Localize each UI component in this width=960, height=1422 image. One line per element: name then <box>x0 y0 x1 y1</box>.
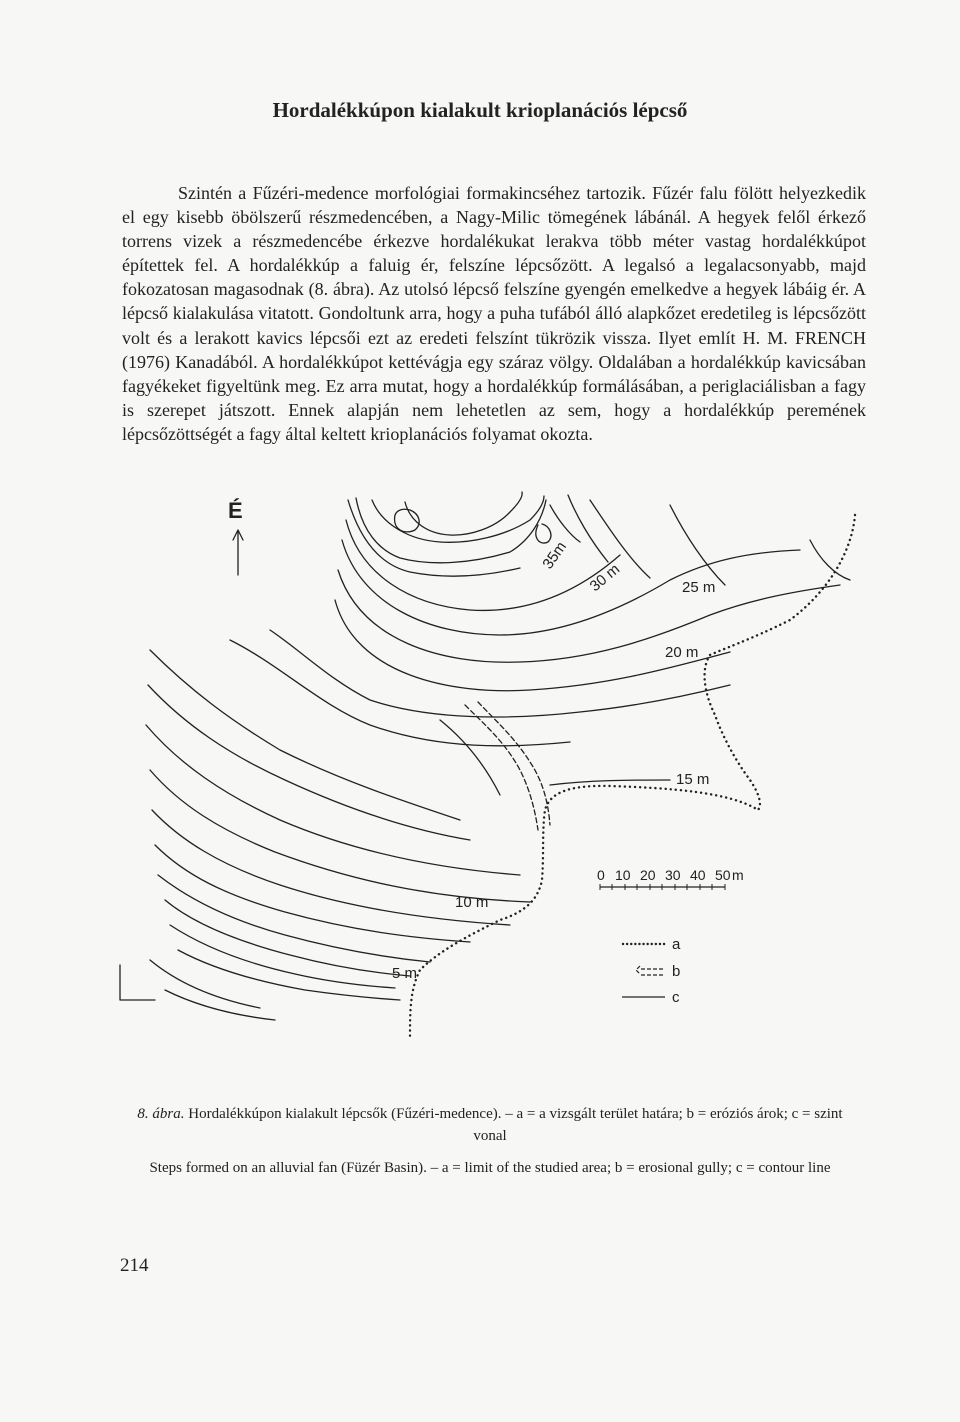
scale-tick-40: 40 <box>690 867 706 883</box>
figure-caption-hungarian <box>120 1103 860 1147</box>
body-text <box>122 181 866 446</box>
contour-label-25: 25 m <box>682 579 716 596</box>
contour-label-10: 10 m <box>455 894 489 911</box>
scale-tick-30: 30 <box>665 867 681 883</box>
frame-corner <box>120 965 155 1000</box>
figure-caption-label: 8. ábra. <box>137 1106 185 1122</box>
contour-30 <box>346 520 620 610</box>
scale-tick-20: 20 <box>640 867 656 883</box>
scale-bar <box>597 867 744 890</box>
contour-label-35: 35m <box>539 538 571 573</box>
contour-15 <box>550 780 670 785</box>
figure-caption-hungarian-text: Hordalékkúpon kialakult lépcsők (Fűzéri-medence). – a = a vizsgált terület határa; b = eróziós árok; c = szint vonal <box>188 1106 843 1144</box>
paragraph: Szintén a Fűzéri-medence morfológiai formakincséhez tartozik. Fűzér falu fölött helyezkedik el egy kisebb öbölszerű részmedencében, a Nagy-Milic tömegének lábánál. A hegyek felől érkező torrens vizek a részmedencébe érkezve hordalékukat lerakva több méter vastag hordalékkúpot építettek fel. A hordalékkúp a faluig ér, felszíne lépcsőzött. A legalsó a legalacsonyabb, majd fokozatosan magasodnak (8. ábra). Az utolsó lépcső felszíne gyengén emelkedve a hegyek lábáig ér. A lépcső kialakulása vitatott. Gondoltunk arra, hogy a puha tufából álló alapkőzet eredetileg is lépcsőzött volt és a lerakott kavics lépcsői ezt az eredeti felszínt tükrözik vissza. Ilyet említ H. M. FRENCH (1976) Kanadából. A hordalékkúpot kettévágja egy száraz völgy. Oldalában a hordalékkúp kavicsában fagyékeket figyeltünk meg. Ez arra mutat, hogy a hordalékkúp formálásában, a periglaciálisban a fagy is szerepet játszott. Ennek alapján nem lehetetlen az sem, hogy a hordalékkúp peremének lépcsőzöttségét a fagy által keltett krioplanációs folyamat okozta. <box>122 183 866 444</box>
page-number: 214 <box>120 1255 149 1276</box>
contour-label-30: 30 m <box>586 560 624 596</box>
contour-35 <box>348 500 520 576</box>
legend-label-b: b <box>672 963 681 980</box>
legend-label-a: a <box>672 936 681 953</box>
contour-20 <box>270 630 730 717</box>
scale-unit: m <box>732 867 744 883</box>
contour-10 <box>155 845 470 942</box>
scale-tick-50: 50 <box>715 867 731 883</box>
figure-caption-english: Steps formed on an alluvial fan (Füzér Basin). – a = limit of the studied area; b = erosional gully; c = contour line <box>149 1160 831 1176</box>
section-title: Hordalékkúpon kialakult krioplanációs lépcső <box>272 98 688 122</box>
contour-label-20: 20 m <box>665 644 699 661</box>
legend <box>622 936 681 1006</box>
legend-symbol-b <box>636 966 665 975</box>
scale-tick-10: 10 <box>615 867 631 883</box>
scale-tick-0: 0 <box>597 867 605 883</box>
contour-5 <box>178 950 400 1000</box>
contour-label-15: 15 m <box>676 771 710 788</box>
north-label: É <box>228 498 243 523</box>
contour-label-5: 5 m <box>392 965 418 982</box>
erosional-gully <box>465 705 538 830</box>
legend-label-c: c <box>672 989 680 1006</box>
contour-map-figure <box>110 480 870 1060</box>
